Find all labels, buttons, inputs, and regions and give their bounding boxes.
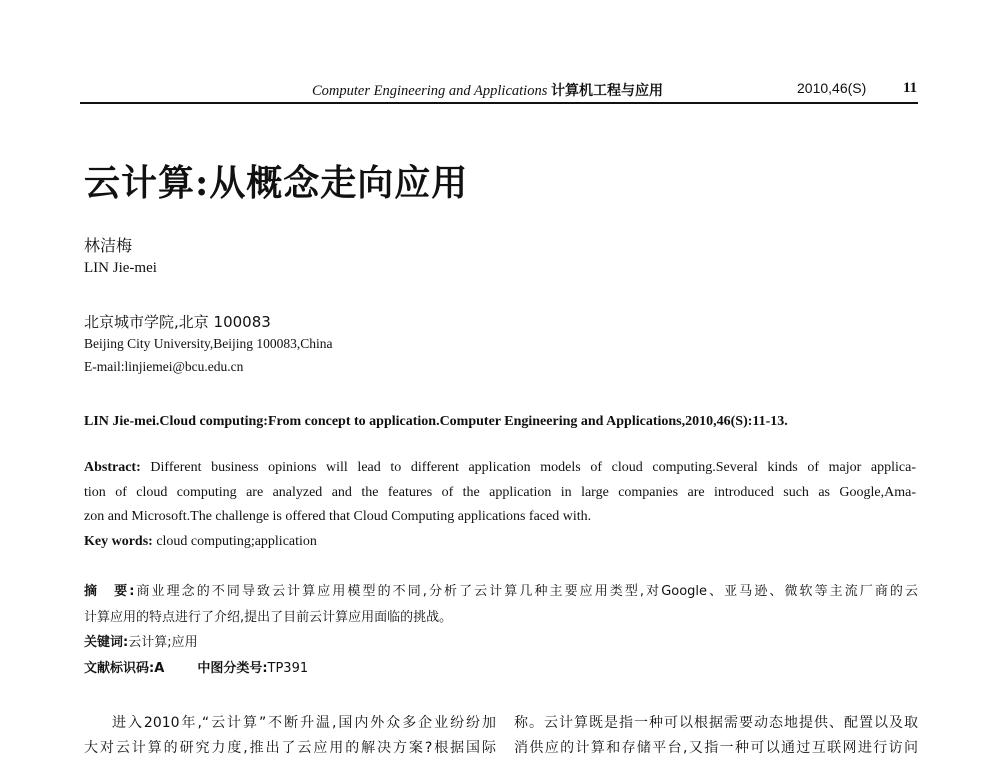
body-col2-line: 称。云计算既是指一种可以根据需要动态地提供、配置以及取 — [514, 715, 918, 731]
page-number: 11 — [903, 80, 918, 96]
keywords-cn-label: 关键词: — [84, 635, 129, 650]
body-col1-line: 进入2010年,“云计算”不断升温,国内外众多企业纷纷加 — [112, 715, 496, 731]
citation-line: LIN Jie-mei.Cloud computing:From concept to application.Computer Engineering and Applications,2010,46(S):11-13. — [84, 414, 788, 429]
abstract-en-line: zon and Microsoft.The challenge is offered that Cloud Computing applications faced with. — [84, 509, 592, 524]
body-col1-line: 大对云计算的研究力度,推出了云应用的解决方案?根据国际 — [84, 740, 496, 756]
volume-issue: 2010,46(S) — [797, 80, 867, 96]
document-ids — [84, 657, 918, 676]
keywords-en — [84, 534, 916, 550]
abstract-cn-text: 商业理念的不同导致云计算应用模型的不同,分析了云计算几种主要应用类型,对Google、亚马逊、微软等主流厂商的云 — [134, 584, 918, 599]
journal-header — [312, 80, 663, 100]
abstract-en-label: Abstract: — [84, 460, 141, 475]
header-rule — [80, 102, 918, 104]
body-col2-line: 消供应的计算和存储平台,又指一种可以通过互联网进行访问 — [514, 740, 918, 756]
affiliation-cn: 北京城市学院,北京 100083 — [84, 313, 271, 331]
journal-name-en: Computer Engineering and Applications — [312, 83, 548, 99]
paper-title: 云计算:从概念走向应用 — [84, 162, 469, 204]
abstract-cn-label: 摘 要: — [84, 584, 135, 599]
class-code-value: TP391 — [267, 661, 309, 676]
abstract-cn-line — [84, 580, 918, 599]
abstract-en-text: Different business opinions will lead to different application models of cloud computing.Several kinds of major applica- — [150, 460, 917, 475]
doc-code-label: 文献标识码: — [84, 661, 155, 676]
keywords-cn-text: 云计算;应用 — [128, 635, 198, 650]
abstract-cn-line: 计算应用的特点进行了介绍,提出了目前云计算应用面临的挑战。 — [84, 610, 453, 625]
doc-code-value: A — [154, 661, 165, 676]
keywords-en-label: Key words: — [84, 534, 153, 549]
author-name-en: LIN Jie-mei — [84, 260, 157, 276]
author-email: E-mail:linjiemei@bcu.edu.cn — [84, 359, 244, 374]
journal-name-cn: 计算机工程与应用 — [550, 83, 663, 99]
keywords-en-text: cloud computing;application — [156, 534, 317, 549]
class-code-label: 中图分类号: — [197, 661, 268, 676]
abstract-en-line — [84, 460, 916, 476]
author-name-cn: 林洁梅 — [84, 236, 133, 255]
abstract-en-line: tion of cloud computing are analyzed and the features of the application in large companies are introduced such as Google,Ama- — [84, 485, 916, 500]
affiliation-en: Beijing City University,Beijing 100083,China — [84, 336, 333, 351]
keywords-cn — [84, 631, 918, 650]
